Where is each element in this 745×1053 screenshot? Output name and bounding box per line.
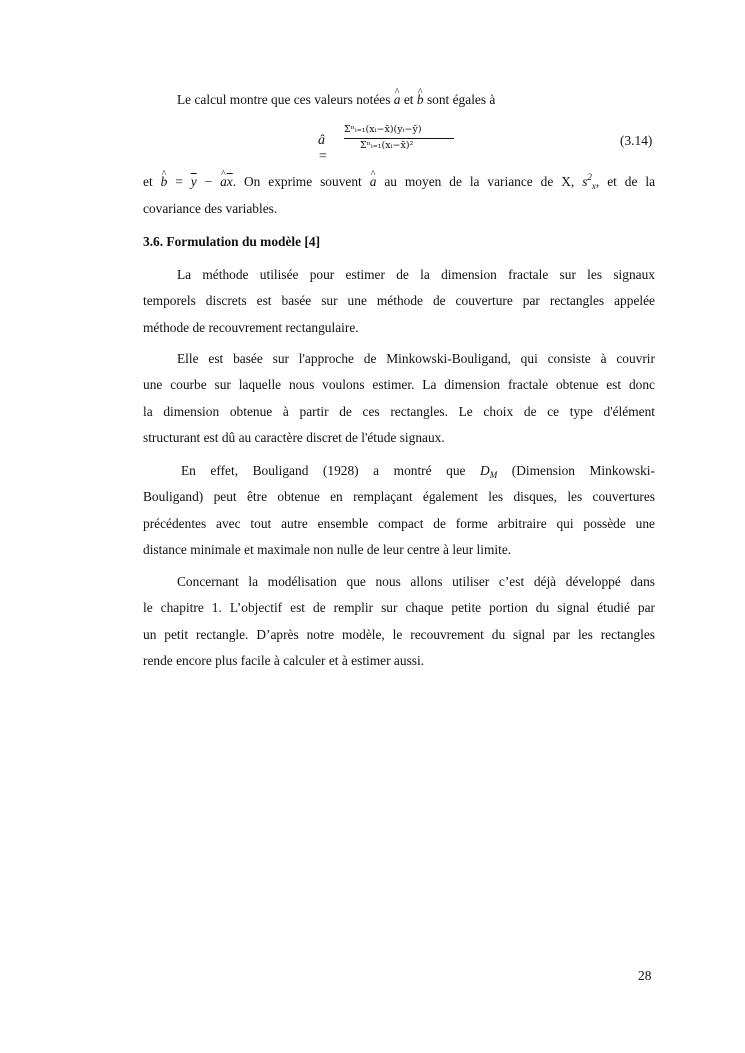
equation-number: (3.14)	[620, 133, 653, 148]
formula-denominator: Σⁿᵢ₌₁(xᵢ−x̄)²	[360, 140, 414, 151]
paragraph-4-line-2: Bouligand) peut être obtenue en remplaçant également les disques, les couvertures	[143, 489, 655, 504]
symbol-a-hat: ^ a	[394, 92, 401, 108]
paragraph-1-line-1	[143, 174, 655, 191]
intro-end: sont égales à	[426, 92, 496, 107]
paragraph-4-line-1	[181, 463, 655, 480]
formula-lhs: â =	[318, 133, 328, 164]
p4-text-a: En effet, Bouligand (1928) a montré que	[181, 463, 466, 478]
intro-text: Le calcul montre que ces valeurs notées	[177, 92, 391, 107]
paragraph-2-line-2: temporels discrets est basée sur une méthode de couverture par rectangles appelée	[143, 293, 655, 308]
paragraph-2-line-1: La méthode utilisée pour estimer de la dimension fractale sur les signaux	[177, 267, 655, 282]
symbol-b-hat: ^ b	[417, 92, 424, 108]
p1-text-d: , et de la	[595, 174, 656, 189]
symbol-a-hat-2: ^ a	[370, 174, 377, 190]
paragraph-5-line-2: le chapitre 1. L’objectif est de remplir sur chaque petite portion du signal étudié par	[143, 600, 655, 615]
page-number: 28	[638, 968, 652, 983]
paragraph-2-line-3: méthode de recouvrement rectangulaire.	[143, 320, 359, 335]
paragraph-5-line-4: rende encore plus facile à calculer et à estimer aussi.	[143, 653, 425, 668]
paragraph-5-line-3: un petit rectangle. D’après notre modèle, le recouvrement du signal par les rectangles	[143, 627, 655, 642]
fraction-bar	[344, 138, 454, 139]
section-heading: 3.6. Formulation du modèle [4]	[143, 234, 321, 249]
paragraph-3-line-3: la dimension obtenue à partir de ces rectangles. Le choix de ce type d'élément	[143, 404, 655, 419]
symbol-d-m: $D_M$	[480, 463, 498, 480]
intro-line	[177, 92, 495, 108]
p1-text-c: au moyen de la variance de X,	[384, 174, 575, 189]
p1-et: et	[143, 174, 153, 189]
formula-b-hat: ^ $b = \overline{y}$ − ^ $a\overline{x}$	[161, 174, 233, 189]
paragraph-3-line-2: une courbe sur laquelle nous voulons estimer. La dimension fractale obtenue est donc	[143, 377, 655, 392]
formula-numerator: Σⁿᵢ₌₁(xᵢ−x̄)(yᵢ−ȳ)	[344, 124, 422, 135]
variance-symbol: $s^2_x$	[582, 172, 596, 191]
intro-and: et	[403, 92, 414, 107]
p1-text-b: . On exprime souvent	[232, 174, 362, 189]
paragraph-5-line-1: Concernant la modélisation que nous allons utiliser c’est déjà développé dans	[177, 574, 655, 589]
paragraph-4-line-3: précédentes avec tout autre ensemble compact de forme arbitraire qui possède une	[143, 516, 655, 531]
paragraph-4-line-4: distance minimale et maximale non nulle de leur centre à leur limite.	[143, 542, 512, 557]
p4-text-b: (Dimension Minkowski-	[511, 463, 655, 478]
paragraph-1-line-2: covariance des variables.	[143, 201, 278, 216]
paragraph-3-line-4: structurant est dû au caractère discret de l'étude signaux.	[143, 430, 445, 445]
paragraph-3-line-1: Elle est basée sur l'approche de Minkowski-Bouligand, qui consiste à couvrir	[177, 351, 655, 366]
